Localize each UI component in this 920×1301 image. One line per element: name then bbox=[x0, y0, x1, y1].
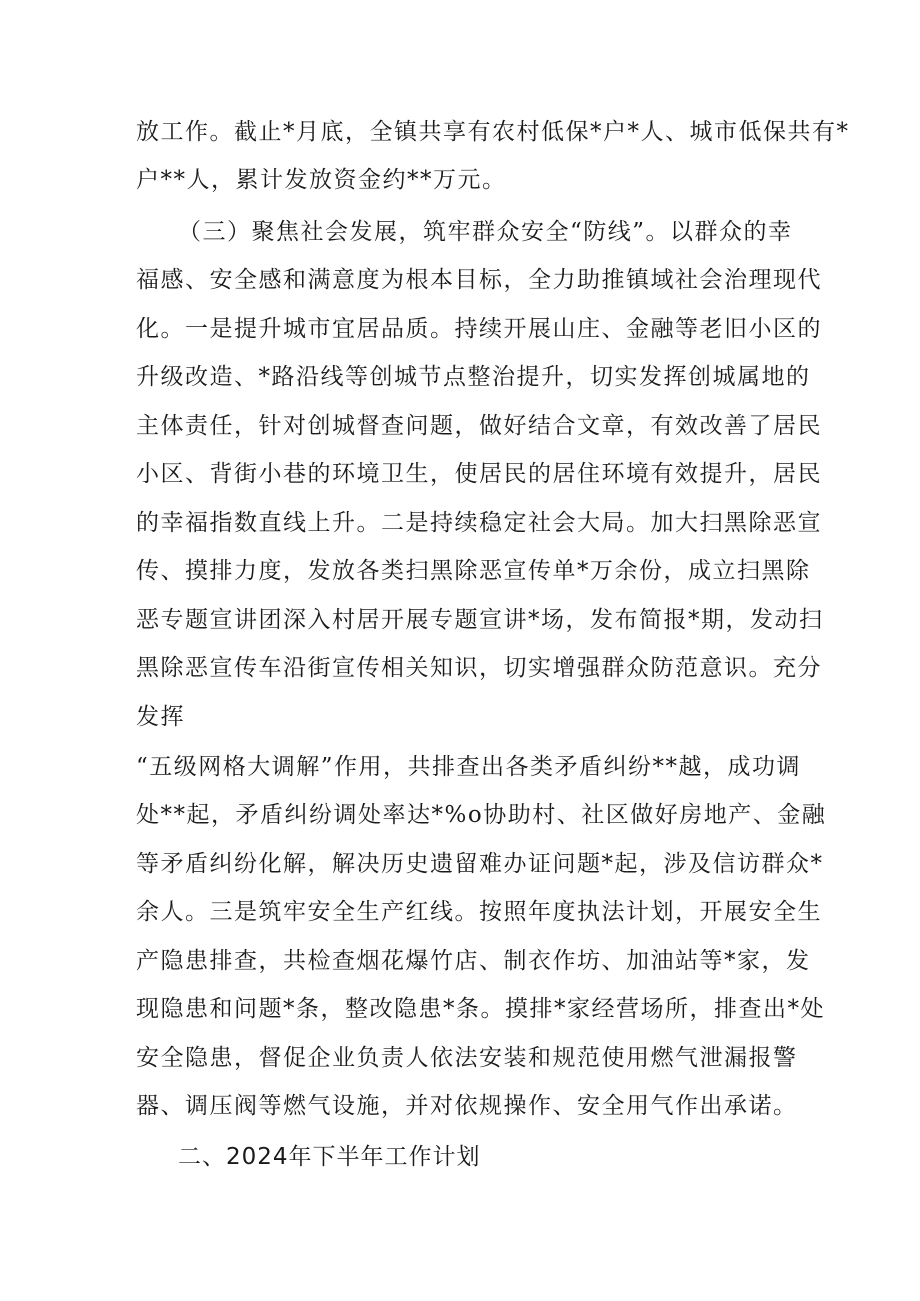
paragraph-line: 发挥 bbox=[136, 704, 185, 730]
paragraph-line: “五级网格大调解”作用，共排查出各类矛盾纠纷**越，成功调 bbox=[136, 754, 802, 780]
paragraph-line: 小区、背街小巷的环境卫生，使居民的居住环境有效提升，居民 bbox=[136, 461, 822, 487]
paragraph-line: 恶专题宣讲团深入村居开展专题宣讲*场，发布简报*期，发动扫 bbox=[136, 607, 824, 633]
paragraph-line: 传、摸排力度，发放各类扫黑除恶宣传单*万余份，成立扫黑除 bbox=[136, 558, 811, 584]
paragraph-line: 黑除恶宣传车沿街宣传相关知识，切实增强群众防范意识。充分 bbox=[136, 655, 822, 681]
paragraph-line: 等矛盾纠纷化解，解决历史遗留难办证问题*起，涉及信访群众* bbox=[136, 851, 824, 877]
paragraph-line: 处**起，矛盾纠纷调处率达*%o协助村、社区做好房地产、金融 bbox=[136, 802, 827, 828]
paragraph-line: 器、调压阀等燃气设施，并对依规操作、安全用气作出承诺。 bbox=[136, 1093, 798, 1119]
paragraph-line: 升级改造、*路沿线等创城节点整治提升，切实发挥创城属地的 bbox=[136, 364, 811, 390]
paragraph-line: 的幸福指数直线上升。二是持续稳定社会大局。加大扫黑除恶宣 bbox=[136, 510, 822, 536]
paragraph-line: 产隐患排查，共检查烟花爆竹店、制衣作坊、加油站等*家，发 bbox=[136, 948, 811, 974]
paragraph-line: 现隐患和问题*条，整改隐患*条。摸排*家经营场所，排查出*处 bbox=[136, 996, 825, 1022]
paragraph-line: 户**人，累计发放资金约**万元。 bbox=[136, 167, 507, 193]
paragraph-line: 余人。三是筑牢安全生产红线。按照年度执法计划，开展安全生 bbox=[136, 899, 822, 925]
paragraph-line: 主体责任，针对创城督查问题，做好结合文章，有效改善了居民 bbox=[136, 413, 822, 439]
paragraph-line: 安全隐患，督促企业负责人依法安装和规范使用燃气泄漏报警 bbox=[136, 1045, 798, 1071]
paragraph-line: （三）聚焦社会发展，筑牢群众安全“防线”。以群众的幸 bbox=[178, 219, 793, 245]
paragraph-line: 放工作。截止*月底，全镇共享有农村低保*户*人、城市低保共有* bbox=[136, 119, 850, 145]
paragraph-line: 福感、安全感和满意度为根本目标，全力助推镇域社会治理现代 bbox=[136, 267, 822, 293]
paragraph-line: 化。一是提升城市宜居品质。持续开展山庄、金融等老旧小区的 bbox=[136, 316, 822, 342]
section-heading: 二、2024年下半年工作计划 bbox=[178, 1144, 481, 1170]
